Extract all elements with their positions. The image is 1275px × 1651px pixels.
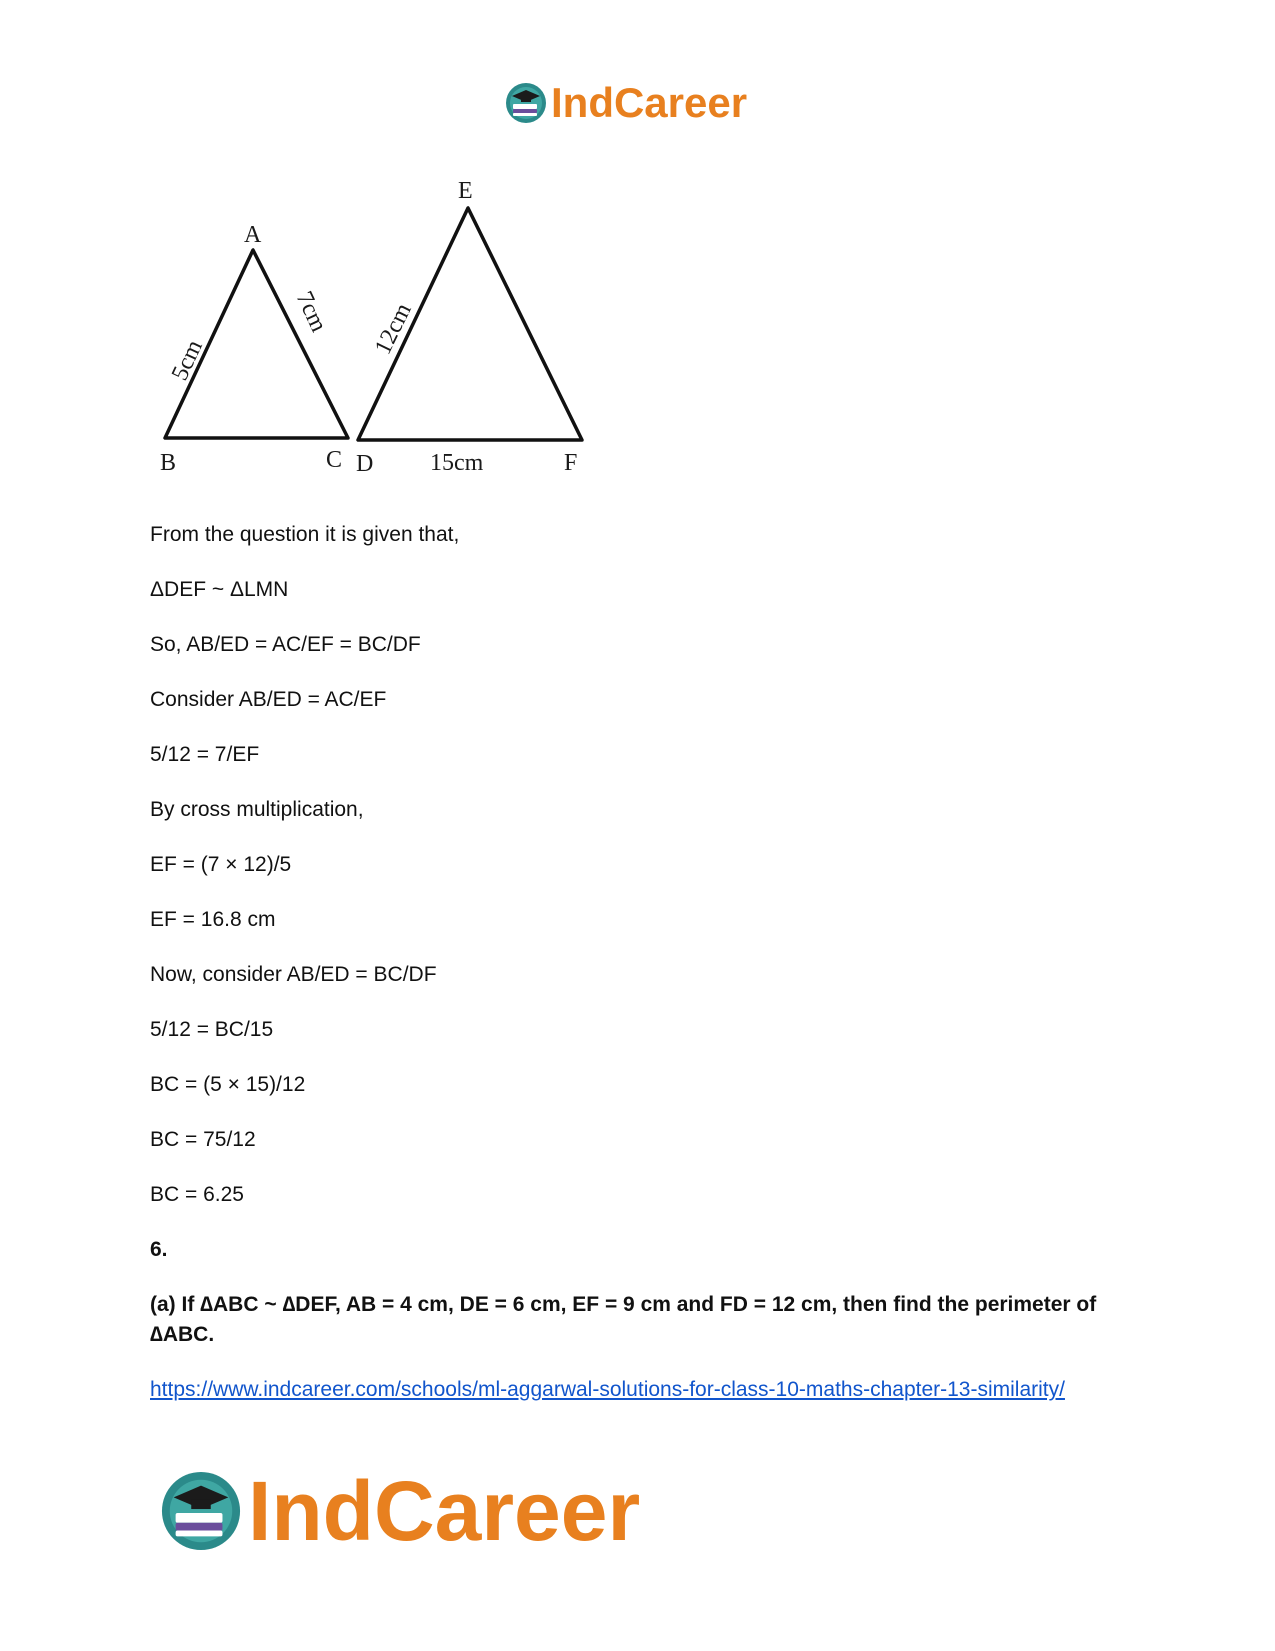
text-line: EF = 16.8 cm [150, 908, 276, 931]
text-line: So, AB/ED = AC/EF = BC/DF [150, 633, 421, 656]
side-label-df: 15cm [430, 450, 484, 476]
side-label-ac: 7cm [290, 287, 332, 336]
logo-wordmark: IndCareer [551, 79, 748, 126]
vertex-label-f: F [564, 450, 578, 476]
text-line: 5/12 = 7/EF [150, 743, 260, 766]
side-label-de: 12cm [370, 299, 417, 359]
text-line: EF = (7 × 12)/5 [150, 853, 292, 876]
source-link[interactable]: https://www.indcareer.com/schools/ml-aggarwal-solutions-for-class-10-maths-chapter-13-similarity/ [150, 1378, 1065, 1401]
vertex-label-d: D [356, 451, 374, 477]
text-line: BC = (5 × 15)/12 [150, 1073, 306, 1096]
text-line: ΔDEF ~ ΔLMN [150, 578, 289, 601]
text-line: Now, consider AB/ED = BC/DF [150, 963, 437, 986]
logo-wordmark: IndCareer [248, 1464, 641, 1558]
question-number: 6. [150, 1238, 168, 1261]
text-line: From the question it is given that, [150, 523, 460, 546]
side-label-ab: 5cm [166, 336, 208, 385]
header-logo [505, 78, 747, 128]
footer-logo [160, 1464, 641, 1558]
text-line: 5/12 = BC/15 [150, 1018, 274, 1041]
vertex-label-a: A [244, 222, 262, 248]
question-text: (a) If ∆ABC ~ ∆DEF, AB = 4 cm, DE = 6 cm, EF = 9 cm and FD = 12 cm, then find the perimeter of ∆ABC. [150, 1293, 1097, 1346]
vertex-label-b: B [160, 450, 177, 476]
vertex-label-e: E [458, 178, 473, 204]
solution-content [150, 520, 1140, 1405]
text-line: BC = 75/12 [150, 1128, 256, 1151]
triangles-figure [150, 170, 620, 510]
text-line: Consider AB/ED = AC/EF [150, 688, 387, 711]
graduation-cap-book-icon [505, 82, 547, 124]
vertex-label-c: C [326, 447, 343, 473]
text-line: By cross multiplication, [150, 798, 364, 821]
graduation-cap-book-icon [160, 1470, 242, 1552]
text-line: BC = 6.25 [150, 1183, 244, 1206]
